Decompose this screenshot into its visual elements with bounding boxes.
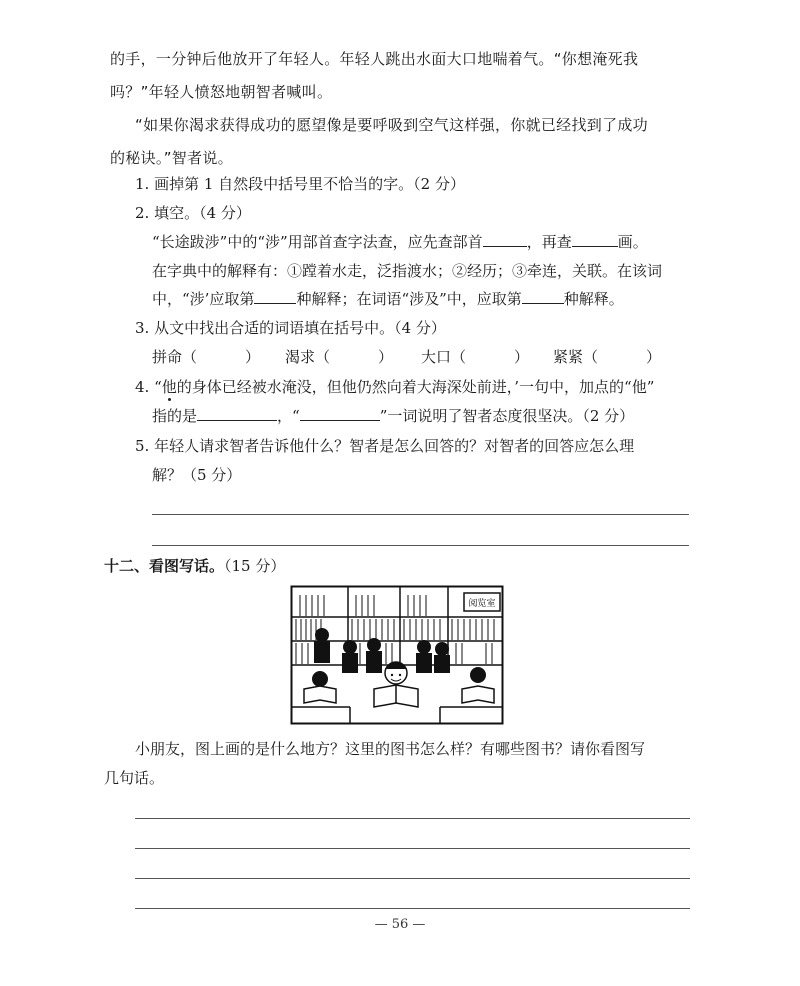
question-3: 3. 从文中找出合适的词语填在括号中。（4 分） [135, 319, 446, 337]
question-5-line-1: 5. 年轻人请求智者告诉他什么？智者是怎么回答的？对智者的回答应怎么理 [135, 437, 635, 455]
question-1: 1. 画掉第 1 自然段中括号里不恰当的字。（2 分） [135, 175, 465, 193]
question-3-item-3: 大口（ ） [421, 348, 530, 366]
section-12-title: 十二、看图写话。 [104, 557, 225, 575]
section-12-heading [104, 556, 285, 576]
page-number: — 56 — [374, 917, 426, 932]
question-4-line-1: 4. “他的身体已经被水淹没，但他仍然向着大海深处前进，’一句中，加点的“他” [135, 378, 655, 396]
question-2-line-2: 在字典中的解释有：①蹚着水走，泛指渡水；②经历；③牵连，关联。在该词 [152, 262, 663, 280]
dotted-character: 他 [161, 378, 177, 396]
section-12-prompt-line-2: 几句话。 [104, 769, 165, 787]
writing-line[interactable] [135, 878, 690, 879]
question-2-line-3: 中，“涉’应取第 种解释；在词语“涉及”中，应取第 种解释。 [152, 290, 624, 308]
passage-line-1: 的手，一分钟后他放开了年轻人。年轻人跳出水面大口地喘着气。“你想淹死我 [110, 50, 639, 68]
passage-line-2: 吗？”年轻人愤怒地朝智者喊叫。 [110, 83, 333, 101]
answer-blank[interactable] [572, 232, 618, 247]
question-2-line-1: “长途跋涉”中的“涉”用部首查字法查，应先查部首 ，再查 画。 [152, 233, 648, 251]
answer-blank[interactable] [483, 232, 527, 247]
passage-line-3: “如果你渴求获得成功的愿望像是要呼吸到空气这样强，你就已经找到了成功 [135, 116, 648, 134]
question-3-item-2: 渴求（ ） [285, 348, 394, 366]
sign-label: 阅览室 [468, 599, 496, 609]
writing-line[interactable] [135, 848, 690, 849]
section-12-prompt-line-1: 小朋友，图上画的是什么地方？这里的图书怎么样？有哪些图书？请你看图写 [135, 740, 646, 758]
question-3-item-1: 拼命（ ） [152, 348, 261, 366]
passage-line-4: 的秘诀。”智者说。 [110, 149, 233, 167]
answer-blank[interactable] [197, 406, 277, 421]
question-3-item-4: 紧紧（ ） [553, 348, 662, 366]
writing-line[interactable] [135, 908, 690, 909]
answer-blank[interactable] [300, 406, 380, 421]
section-12-score: （15 分） [224, 557, 286, 575]
answer-blank[interactable] [522, 289, 564, 304]
question-5-line-2: 解？（5 分） [152, 466, 242, 484]
question-4-line-2: 指的是 ，“ ”一词说明了智者态度很坚决。（2 分） [152, 407, 635, 425]
answer-line[interactable] [152, 514, 689, 515]
reading-room-illustration [290, 585, 504, 725]
writing-line[interactable] [135, 818, 690, 819]
answer-line[interactable] [152, 545, 689, 546]
question-2: 2. 填空。（4 分） [135, 204, 251, 222]
answer-blank[interactable] [254, 289, 296, 304]
